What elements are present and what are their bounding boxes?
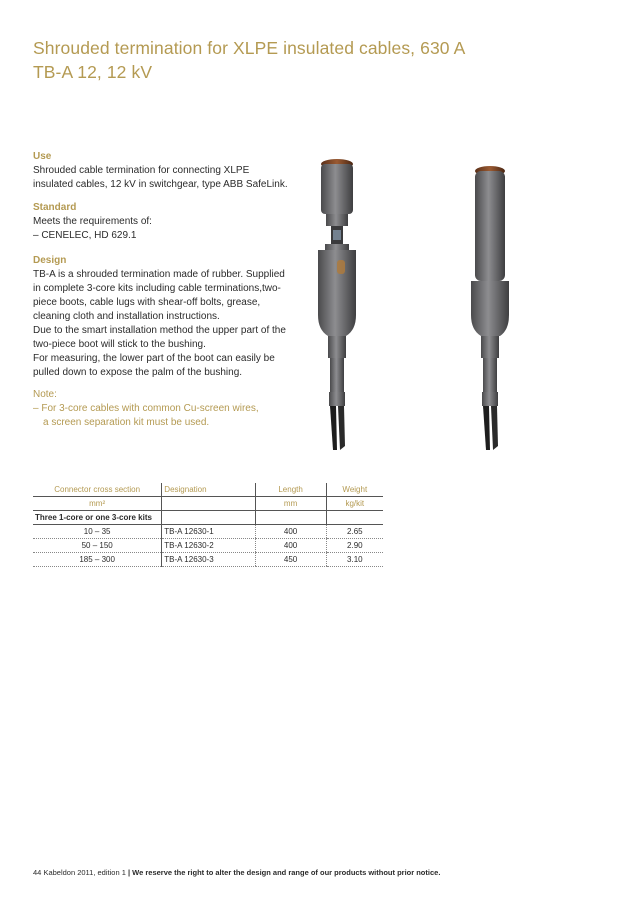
col-header: Length: [255, 483, 326, 497]
table-unit-row: [33, 497, 383, 511]
use-line: Shrouded cable termination for connecting XLPE: [33, 165, 250, 176]
unit-cell: kg/kit: [326, 497, 383, 511]
title-line-1: Shrouded termination for XLPE insulated cables, 630 A: [33, 38, 466, 58]
spec-table: [33, 483, 383, 567]
design-line: two-piece boot will stick to the bushing.: [33, 339, 206, 350]
use-section: [33, 150, 298, 192]
termination-illustration: [300, 150, 540, 460]
design-line: pulled down to expose the palm of the bushing.: [33, 367, 243, 378]
cross-section-cell: 185 – 300: [33, 553, 162, 567]
table-row: [33, 553, 383, 567]
note-line: – For 3-core cables with common Cu-screen wires,: [33, 403, 259, 414]
design-heading: Design: [33, 255, 67, 266]
weight-cell: 2.90: [326, 539, 383, 553]
design-line: For measuring, the lower part of the boot can easily be: [33, 353, 275, 364]
note-section: [33, 388, 298, 430]
standard-heading: Standard: [33, 202, 77, 213]
weight-cell: 3.10: [326, 553, 383, 567]
table-group-row: [33, 511, 383, 525]
col-header: Connector cross section: [33, 483, 162, 497]
page-number: 44: [33, 868, 42, 877]
col-header: Weight: [326, 483, 383, 497]
length-cell: 400: [255, 525, 326, 539]
table-row: [33, 539, 383, 553]
use-heading: Use: [33, 151, 52, 162]
standard-line: Meets the requirements of:: [33, 216, 152, 227]
design-line: in complete 3-core kits including cable terminations,two-: [33, 283, 281, 294]
table-header-row: [33, 483, 383, 497]
title-line-2: TB-A 12, 12 kV: [33, 62, 153, 82]
length-cell: 450: [255, 553, 326, 567]
table-row: [33, 525, 383, 539]
product-image: [300, 150, 540, 460]
footer-notice: We reserve the right to alter the design and range of our products without prior notice.: [132, 868, 441, 877]
designation-cell: TB-A 12630-3: [162, 553, 255, 567]
unit-cell: mm²: [33, 497, 162, 511]
note-heading: Note:: [33, 389, 57, 400]
unit-cell: mm: [255, 497, 326, 511]
design-line: TB-A is a shrouded termination made of rubber. Supplied: [33, 269, 285, 280]
edition-label: Kabeldon 2011, edition 1: [43, 868, 126, 877]
design-line: cleaning cloth and installation instructions.: [33, 311, 220, 322]
cross-section-cell: 50 – 150: [33, 539, 162, 553]
right-termination: [471, 166, 509, 450]
empty-cell: [255, 511, 326, 525]
footer-separator: |: [127, 868, 131, 877]
design-line: piece boots, cable lugs with shear-off bolts, grease,: [33, 297, 261, 308]
col-header: Designation: [162, 483, 255, 497]
empty-cell: [162, 511, 255, 525]
left-termination: [318, 159, 356, 450]
use-line: insulated cables, 12 kV in switchgear, type ABB SafeLink.: [33, 179, 288, 190]
cross-section-cell: 10 – 35: [33, 525, 162, 539]
note-line-indented: a screen separation kit must be used.: [43, 417, 210, 428]
standard-line: – CENELEC, HD 629.1: [33, 230, 137, 241]
group-label: Three 1-core or one 3-core kits: [33, 511, 162, 525]
unit-cell: [162, 497, 255, 511]
page-footer: [33, 868, 440, 877]
design-line: Due to the smart installation method the upper part of the: [33, 325, 286, 336]
length-cell: 400: [255, 539, 326, 553]
design-section: [33, 254, 298, 380]
designation-cell: TB-A 12630-1: [162, 525, 255, 539]
weight-cell: 2.65: [326, 525, 383, 539]
page-title: [33, 36, 465, 84]
designation-cell: TB-A 12630-2: [162, 539, 255, 553]
empty-cell: [326, 511, 383, 525]
standard-section: [33, 201, 298, 243]
